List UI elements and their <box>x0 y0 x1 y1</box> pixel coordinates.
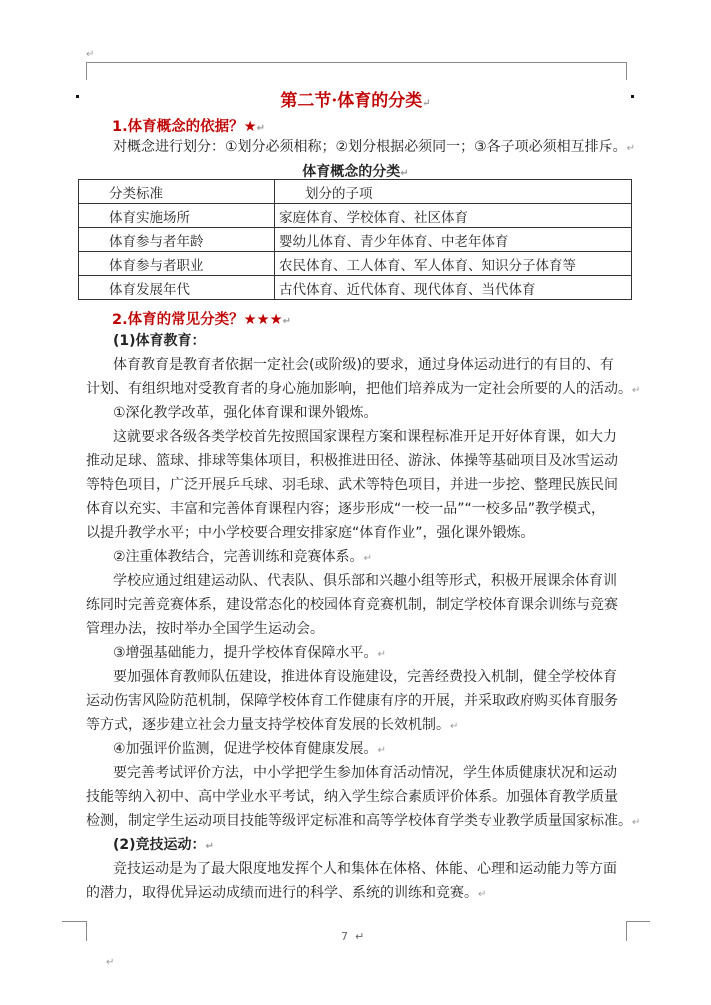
crop-corner-bottom-right <box>626 921 627 941</box>
item-title: ①深化教学改革，强化体育课和课外锻炼。 <box>113 405 378 421</box>
page-number: 7 ↵ <box>341 930 365 943</box>
paragraph-line: 技能等纳入初中、高中学业水平考试，纳入学生综合素质评价体系。加强体育教学质量 <box>86 789 618 805</box>
paragraph-mark: ↵ <box>86 49 95 60</box>
crop-corner-bottom-right-h <box>626 921 650 922</box>
table-cell: 体育参与者年龄 <box>79 228 275 252</box>
page-title: 第二节·体育的分类↵ <box>280 91 431 111</box>
paragraph-line: 等方式，逐步建立社会力量支持学校体育发展的长效机制。↵ <box>86 717 459 733</box>
table-caption: 体育概念的分类↵ <box>302 164 409 180</box>
table-cell: 体育实施场所 <box>79 204 275 228</box>
paragraph-line: 运动伤害风险防范机制，保障学校体育工作健康有序的开展，并采取政府购买体育服务 <box>86 693 618 709</box>
crop-corner-bottom-left-h <box>62 921 86 922</box>
classification-table <box>78 179 632 300</box>
section1-text: 对概念进行划分：①划分必须相称；②划分根据必须同一；③各子项必须相互排斥。↵ <box>113 139 636 155</box>
table-cell: 农民体育、工人体育、军人体育、知识分子体育等 <box>275 252 632 276</box>
paragraph-line: 学校应通过组建运动队、代表队、俱乐部和兴趣小组等形式，积极开展课余体育训 <box>113 573 617 589</box>
section2-heading: 2.体育的常见分类？★★★↵ <box>112 312 291 328</box>
table-header-row <box>79 180 632 204</box>
table-cell: 家庭体育、学校体育、社区体育 <box>275 204 632 228</box>
table-cell: 古代体育、近代体育、现代体育、当代体育 <box>275 276 632 300</box>
star-rating: ★★★ <box>243 312 283 328</box>
star-rating: ★ <box>243 119 257 135</box>
paragraph-line: 管理办法，按时举办全国学生运动会。 <box>86 621 324 637</box>
table-cell: 体育发展年代 <box>79 276 275 300</box>
table-header-cell: 划分的子项 <box>275 180 632 204</box>
table-header-cell: 分类标准 <box>79 180 275 204</box>
paragraph-line: 以提升教学水平；中小学校要合理安排家庭“体育作业”，强化课外锻炼。 <box>86 525 535 541</box>
paragraph-mark: ↵ <box>106 957 115 968</box>
section1-heading: 1.体育概念的依据？★↵ <box>112 119 265 135</box>
table-cell: 婴幼儿体育、青少年体育、中老年体育 <box>275 228 632 252</box>
paragraph-line: 要完善考试评价方法，中小学把学生参加体育活动情况，学生体质健康状况和运动 <box>113 765 617 781</box>
crop-corner-top-right <box>626 62 627 80</box>
crop-corner-top-left-h <box>86 62 626 63</box>
subsection-title: (1)体育教育： <box>113 333 206 349</box>
paragraph-line: 等特色项目，广泛开展乒乓球、羽毛球、武术等特色项目，并进一步挖、整理民族民间 <box>86 477 618 493</box>
item-title: ④加强评价监测，促进学校体育健康发展。↵ <box>113 741 386 757</box>
table-row <box>79 204 632 228</box>
item-title: ③增强基础能力，提升学校体育保障水平。↵ <box>113 645 386 661</box>
paragraph-line: 体育教育是教育者依据一定社会(或阶级)的要求，通过身体运动进行的有目的、有 <box>113 357 614 373</box>
table-row <box>79 276 632 300</box>
paragraph-line: 体育以充实、丰富和完善体育课程内容；逐步形成“一校一品”“一校多品”教学模式， <box>86 501 606 517</box>
table-cell: 体育参与者职业 <box>79 252 275 276</box>
paragraph-line: 计划、有组织地对受教育者的身心施加影响，把他们培养成为一定社会所要的人的活动。↵ <box>86 381 641 397</box>
subsection-title: (2)竞技运动：↵ <box>113 837 214 853</box>
item-title: ②注重体教结合，完善训练和竞赛体系。↵ <box>113 549 372 565</box>
table-row <box>79 228 632 252</box>
paragraph-line: 这就要求各级各类学校首先按照国家课程方案和课程标准开足开好体育课，如大力 <box>113 429 617 445</box>
paragraph-line: 检测，制定学生运动项目技能等级评定标准和高等学校体育学类专业教学质量国家标准。↵ <box>86 813 641 829</box>
crop-corner-bottom-left <box>86 921 87 941</box>
paragraph-line: 竞技运动是为了最大限度地发挥个人和集体在体格、体能、心理和运动能力等方面 <box>113 861 617 877</box>
paragraph-line: 推动足球、篮球、排球等集体项目，积极推进田径、游泳、体操等基础项目及冰雪运动 <box>86 453 618 469</box>
paragraph-line: 练同时完善竞赛体系，建设常态化的校园体育竞赛机制，制定学校体育课余训练与竞赛 <box>86 597 618 613</box>
paragraph-line: 要加强体育教师队伍建设，推进体育设施建设，完善经费投入机制，健全学校体育 <box>113 669 617 685</box>
crop-corner-top-left <box>86 62 87 80</box>
paragraph-line: 的潜力，取得优异运动成绩而进行的科学、系统的训练和竞赛。↵ <box>86 885 487 901</box>
table-row <box>79 252 632 276</box>
